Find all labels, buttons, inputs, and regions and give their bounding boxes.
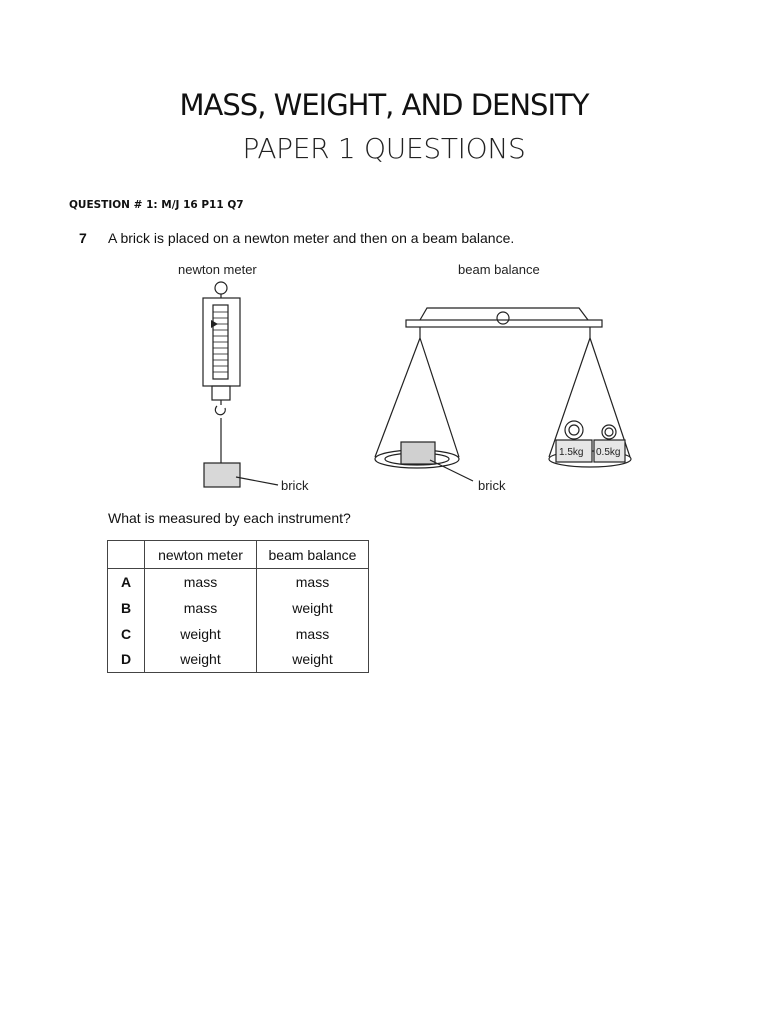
table-header-row bbox=[108, 541, 369, 569]
table-row bbox=[108, 647, 369, 673]
newton-meter-label: newton meter bbox=[178, 262, 257, 277]
table-cell: mass bbox=[145, 595, 257, 621]
table-row bbox=[108, 621, 369, 647]
page-title: MASS, WEIGHT, AND DENSITY bbox=[179, 88, 589, 122]
page-subtitle: PAPER 1 QUESTIONS bbox=[242, 132, 526, 165]
question-heading: QUESTION # 1: M/J 16 P11 Q7 bbox=[69, 199, 244, 211]
table-cell: weight bbox=[145, 621, 257, 647]
table-cell: weight bbox=[257, 647, 369, 673]
weight-2-label: 0.5kg bbox=[596, 447, 621, 458]
table-header-cell: newton meter bbox=[145, 541, 257, 569]
table-cell: weight bbox=[145, 647, 257, 673]
option-letter: A bbox=[108, 569, 145, 595]
option-letter: B bbox=[108, 595, 145, 621]
beam-balance-label: beam balance bbox=[458, 262, 540, 277]
option-letter: D bbox=[108, 647, 145, 673]
table-row bbox=[108, 569, 369, 595]
table-cell: mass bbox=[257, 621, 369, 647]
beam-balance-diagram bbox=[375, 308, 631, 481]
table-row bbox=[108, 595, 369, 621]
question-number: 7 bbox=[79, 230, 87, 246]
brick-label-right: brick bbox=[478, 478, 506, 493]
table-cell: mass bbox=[257, 569, 369, 595]
table-cell: weight bbox=[257, 595, 369, 621]
table-header-cell: beam balance bbox=[257, 541, 369, 569]
question-text: A brick is placed on a newton meter and then on a beam balance. bbox=[108, 230, 515, 246]
question-prompt: What is measured by each instrument? bbox=[108, 510, 351, 526]
weight-1-label: 1.5kg bbox=[559, 447, 584, 458]
option-letter: C bbox=[108, 621, 145, 647]
newton-meter-diagram bbox=[203, 282, 278, 487]
answer-table bbox=[107, 540, 369, 673]
table-header-cell bbox=[108, 541, 145, 569]
brick-label-left: brick bbox=[281, 478, 309, 493]
table-cell: mass bbox=[145, 569, 257, 595]
